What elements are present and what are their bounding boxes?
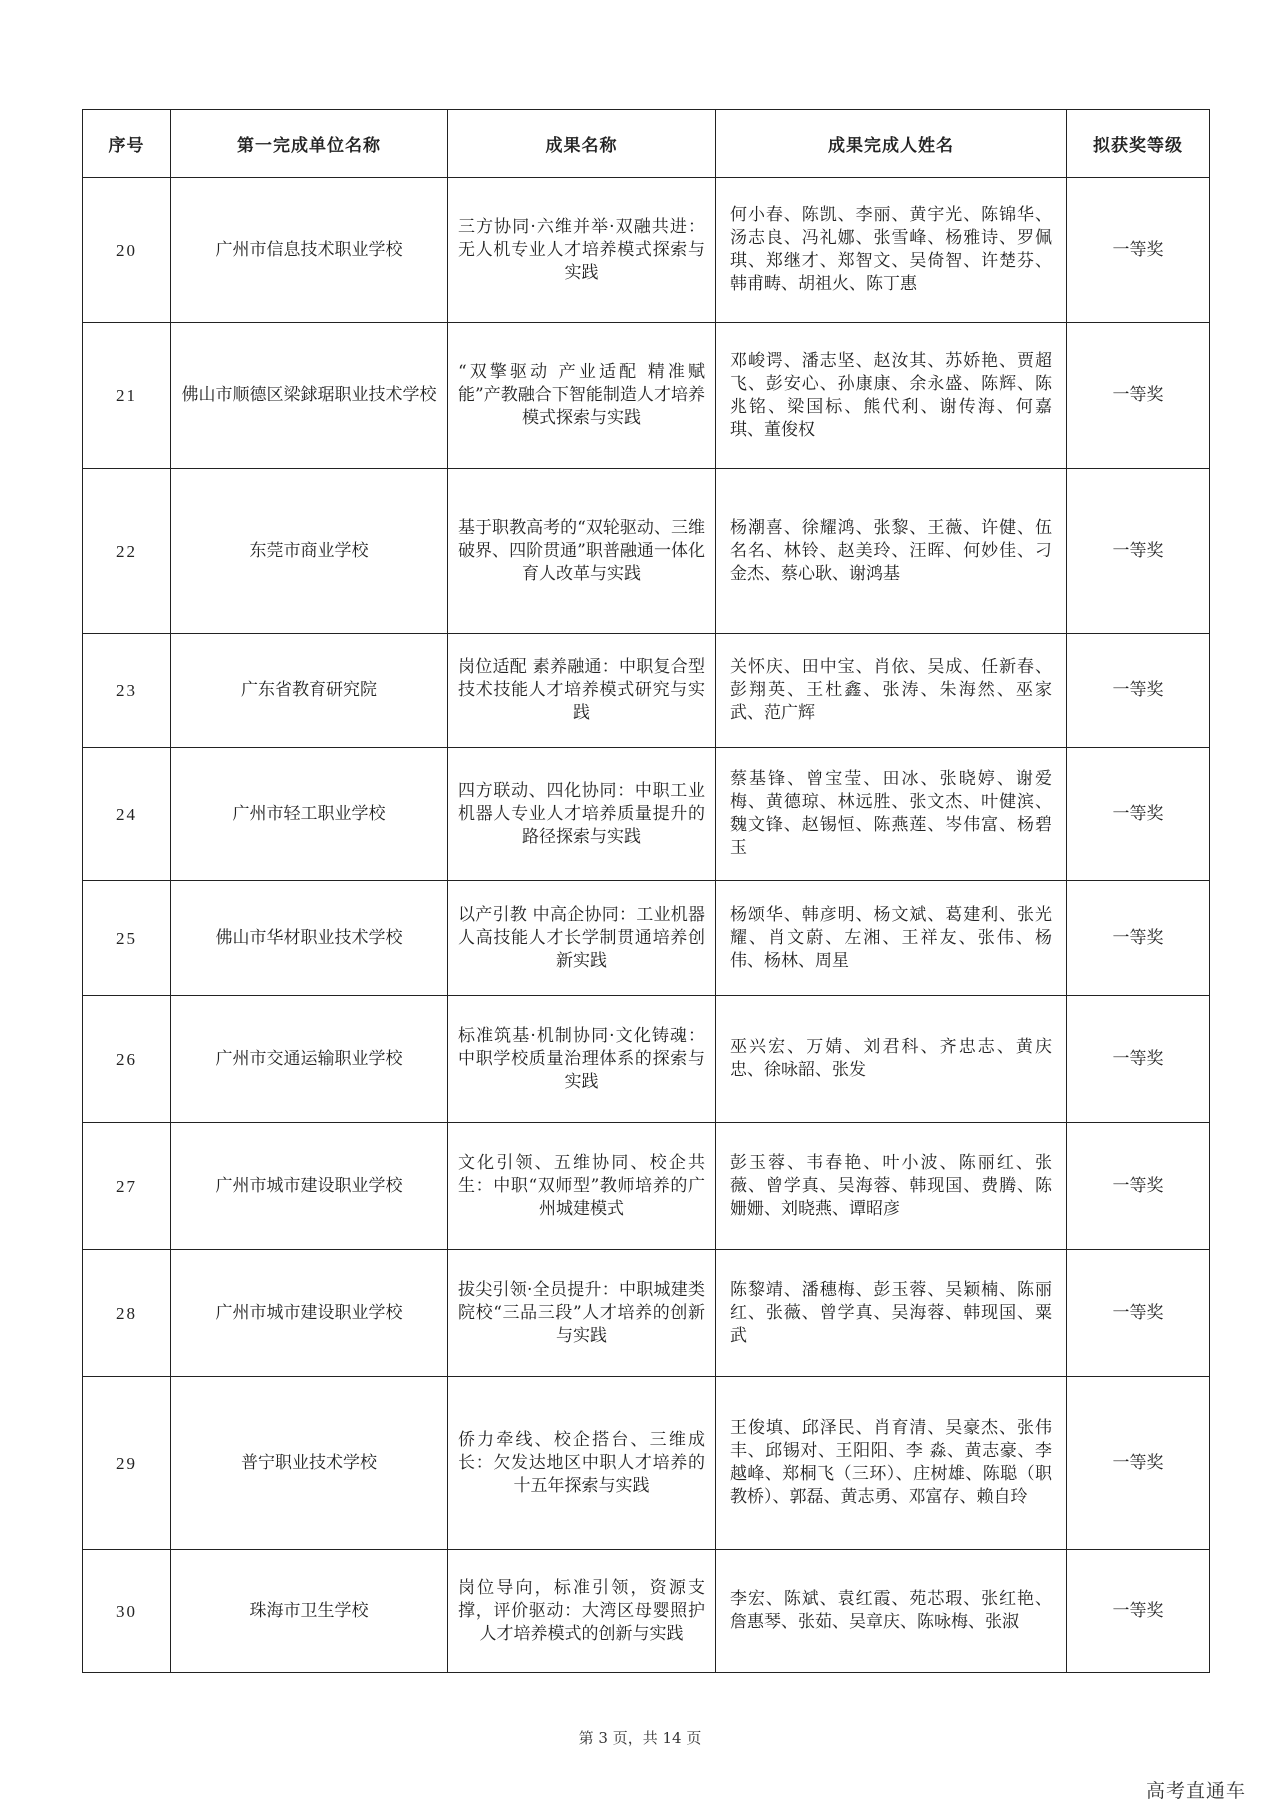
row-title: 拔尖引领·全员提升：中职城建类院校“三品三段”人才培养的创新与实践 (448, 1250, 716, 1377)
row-unit: 广州市信息技术职业学校 (171, 178, 448, 323)
row-unit: 东莞市商业学校 (171, 469, 448, 634)
row-no: 28 (83, 1250, 171, 1377)
row-level: 一等奖 (1067, 323, 1210, 469)
table-row (83, 996, 1210, 1123)
row-level: 一等奖 (1067, 748, 1210, 881)
row-people: 邓峻谔、潘志坚、赵汝其、苏娇艳、贾超飞、彭安心、孙康康、余永盛、陈辉、陈兆铭、梁国标、熊代利、谢传海、何嘉琪、董俊权 (716, 323, 1067, 469)
row-title: 岗位适配 素养融通：中职复合型技术技能人才培养模式研究与实践 (448, 634, 716, 748)
header-no: 序号 (83, 110, 171, 178)
table-row (83, 1550, 1210, 1673)
row-people: 蔡基锋、曾宝莹、田冰、张晓婷、谢爱梅、黄德琼、林远胜、张文杰、叶健滨、魏文锋、赵锡恒、陈燕莲、岑伟富、杨碧玉 (716, 748, 1067, 881)
row-people: 何小春、陈凯、李丽、黄宇光、陈锦华、汤志良、冯礼娜、张雪峰、杨雅诗、罗佩琪、郑继才、郑智文、吴倚智、许楚芬、韩甫畴、胡祖火、陈丁惠 (716, 178, 1067, 323)
row-title: “双擎驱动 产业适配 精准赋能”产教融合下智能制造人才培养模式探索与实践 (448, 323, 716, 469)
row-unit: 佛山市顺德区梁銶琚职业技术学校 (171, 323, 448, 469)
row-unit: 广州市城市建设职业学校 (171, 1250, 448, 1377)
row-level: 一等奖 (1067, 1250, 1210, 1377)
row-people: 杨颂华、韩彦明、杨文斌、葛建利、张光耀、肖文蔚、左湘、王祥友、张伟、杨伟、杨林、周星 (716, 881, 1067, 996)
row-no: 29 (83, 1377, 171, 1550)
row-unit: 广州市城市建设职业学校 (171, 1123, 448, 1250)
table-row (83, 881, 1210, 996)
row-level: 一等奖 (1067, 881, 1210, 996)
row-no: 26 (83, 996, 171, 1123)
row-no: 23 (83, 634, 171, 748)
row-level: 一等奖 (1067, 178, 1210, 323)
table-row (83, 748, 1210, 881)
row-level: 一等奖 (1067, 1377, 1210, 1550)
header-unit: 第一完成单位名称 (171, 110, 448, 178)
row-title: 岗位导向，标准引领，资源支撑，评价驱动：大湾区母婴照护人才培养模式的创新与实践 (448, 1550, 716, 1673)
row-no: 27 (83, 1123, 171, 1250)
table-row (83, 469, 1210, 634)
watermark-text: 高考直通车 (1145, 1780, 1246, 1802)
table-row (83, 323, 1210, 469)
row-people: 杨潮喜、徐耀鸿、张黎、王薇、许健、伍名名、林铃、赵美玲、汪晖、何妙佳、刁金杰、蔡心耿、谢鸿基 (716, 469, 1067, 634)
row-people: 陈黎靖、潘穗梅、彭玉蓉、吴颖楠、陈丽红、张薇、曾学真、吴海蓉、韩现国、粟武 (716, 1250, 1067, 1377)
row-title: 三方协同·六维并举·双融共进：无人机专业人才培养模式探索与实践 (448, 178, 716, 323)
row-level: 一等奖 (1067, 996, 1210, 1123)
row-no: 25 (83, 881, 171, 996)
table-row (83, 1123, 1210, 1250)
row-no: 30 (83, 1550, 171, 1673)
row-people: 巫兴宏、万婧、刘君科、齐忠志、黄庆忠、徐咏韶、张发 (716, 996, 1067, 1123)
row-unit: 珠海市卫生学校 (171, 1550, 448, 1673)
row-people: 李宏、陈斌、袁红霞、苑芯瑕、张红艳、詹惠琴、张茹、吴章庆、陈咏梅、张淑 (716, 1550, 1067, 1673)
row-title: 侨力牵线、校企搭台、三维成长：欠发达地区中职人才培养的十五年探索与实践 (448, 1377, 716, 1550)
header-level: 拟获奖等级 (1067, 110, 1210, 178)
row-title: 标准筑基·机制协同·文化铸魂：中职学校质量治理体系的探索与实践 (448, 996, 716, 1123)
row-unit: 普宁职业技术学校 (171, 1377, 448, 1550)
row-people: 关怀庆、田中宝、肖依、吴成、任新春、彭翔英、王杜鑫、张涛、朱海然、巫家武、范广辉 (716, 634, 1067, 748)
header-people: 成果完成人姓名 (716, 110, 1067, 178)
page-number: 第 3 页，共 14 页 (578, 1729, 702, 1747)
row-level: 一等奖 (1067, 1550, 1210, 1673)
row-no: 22 (83, 469, 171, 634)
row-people: 彭玉蓉、韦春艳、叶小波、陈丽红、张薇、曾学真、吴海蓉、韩现国、费腾、陈姗姗、刘晓燕、谭昭彦 (716, 1123, 1067, 1250)
row-level: 一等奖 (1067, 1123, 1210, 1250)
row-title: 基于职教高考的“双轮驱动、三维破界、四阶贯通”职普融通一体化育人改革与实践 (448, 469, 716, 634)
table-row (83, 1250, 1210, 1377)
row-no: 24 (83, 748, 171, 881)
row-unit: 佛山市华材职业技术学校 (171, 881, 448, 996)
header-title: 成果名称 (448, 110, 716, 178)
table-row (83, 634, 1210, 748)
row-title: 四方联动、四化协同：中职工业机器人专业人才培养质量提升的路径探索与实践 (448, 748, 716, 881)
row-no: 21 (83, 323, 171, 469)
row-level: 一等奖 (1067, 469, 1210, 634)
awards-table (82, 109, 1210, 1673)
row-people: 王俊填、邱泽民、肖育清、吴豪杰、张伟丰、邱锡对、王阳阳、李 淼、黄志豪、李越峰、郑桐飞（三环）、庄树雄、陈聪（职教桥）、郭磊、黄志勇、邓富存、赖自玲 (716, 1377, 1067, 1550)
table-header-row (83, 110, 1210, 178)
row-no: 20 (83, 178, 171, 323)
row-unit: 广州市交通运输职业学校 (171, 996, 448, 1123)
row-unit: 广州市轻工职业学校 (171, 748, 448, 881)
row-title: 以产引教 中高企协同：工业机器人高技能人才长学制贯通培养创新实践 (448, 881, 716, 996)
table-row (83, 178, 1210, 323)
row-title: 文化引领、五维协同、校企共生：中职“双师型”教师培养的广州城建模式 (448, 1123, 716, 1250)
row-level: 一等奖 (1067, 634, 1210, 748)
row-unit: 广东省教育研究院 (171, 634, 448, 748)
table-row (83, 1377, 1210, 1550)
